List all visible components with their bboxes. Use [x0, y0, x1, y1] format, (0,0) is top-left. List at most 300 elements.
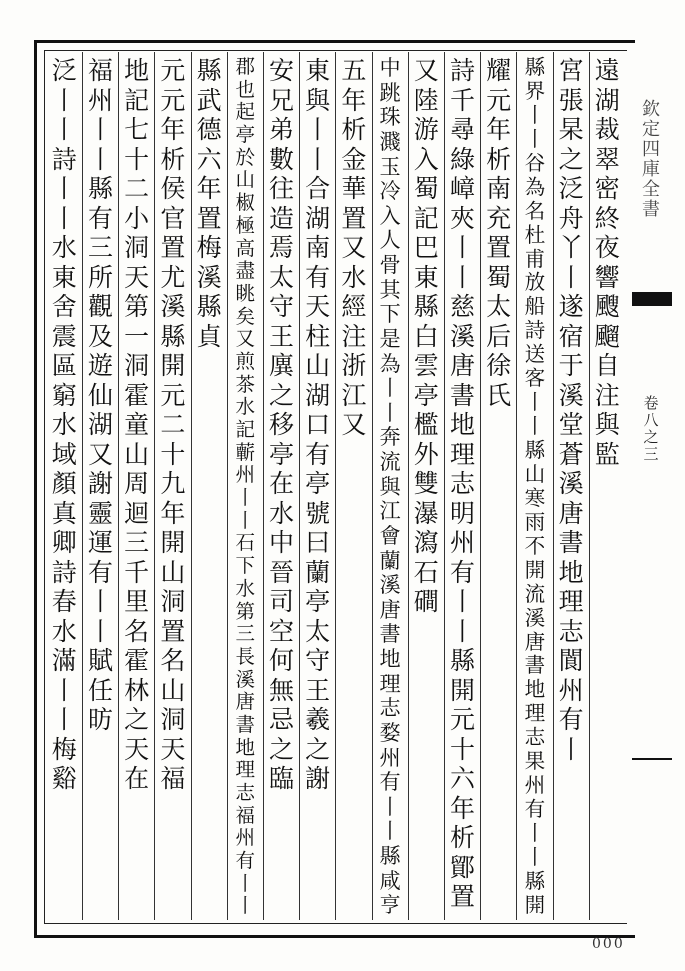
text-glyph: 安	[268, 56, 294, 85]
column-rule	[372, 52, 373, 920]
text-glyph: 放	[524, 270, 546, 295]
text-glyph: 入	[379, 202, 401, 228]
text-glyph: 十	[124, 144, 150, 174]
text-glyph: 詩	[51, 557, 77, 587]
text-glyph: 春	[51, 587, 77, 616]
text-glyph: 真	[51, 498, 77, 528]
text-glyph: 州	[235, 463, 256, 487]
text-glyph: 天	[124, 262, 150, 292]
text-glyph: 之	[558, 144, 584, 174]
text-glyph: 南	[486, 174, 512, 203]
text-glyph: 丨	[51, 705, 77, 734]
text-glyph: 顏	[51, 469, 77, 498]
text-glyph: 年	[449, 793, 475, 823]
text-glyph: 號	[305, 498, 331, 528]
text-glyph: 湖	[87, 410, 113, 439]
text-glyph: 唐	[449, 351, 475, 380]
text-glyph: 記	[235, 418, 256, 441]
text-glyph: 志	[558, 616, 584, 646]
text-glyph: 溪	[379, 572, 401, 598]
text-glyph: 奔	[379, 424, 401, 450]
text-glyph: 唐	[524, 629, 546, 654]
column-rule	[154, 52, 155, 920]
text-glyph: 濺	[379, 128, 401, 154]
text-glyph: 又	[341, 233, 367, 262]
text-glyph: 浙	[341, 351, 367, 380]
text-glyph: 理	[558, 587, 584, 616]
text-glyph: 之	[268, 734, 294, 764]
text-glyph: 氏	[486, 380, 512, 410]
text-glyph: 析	[160, 144, 186, 174]
text-glyph: 書	[524, 653, 546, 678]
text-glyph: 任	[87, 675, 113, 705]
text-column	[447, 56, 478, 912]
text-glyph: 在	[124, 764, 150, 793]
text-glyph: 茶	[235, 372, 256, 396]
column-rule	[516, 52, 517, 920]
text-glyph: 廙	[268, 351, 294, 380]
text-glyph: 丨	[449, 233, 475, 262]
text-glyph: 五	[341, 56, 367, 85]
text-glyph: 洞	[124, 351, 150, 380]
text-glyph: 有	[305, 439, 331, 469]
text-glyph: 舍	[51, 292, 77, 321]
text-glyph: 東	[413, 262, 439, 292]
text-glyph: 德	[196, 115, 222, 144]
text-glyph: 縣	[524, 438, 546, 462]
text-glyph: 謝	[87, 469, 113, 498]
text-glyph: 丨	[87, 587, 113, 616]
text-glyph: 雙	[413, 469, 439, 498]
text-glyph: 有	[305, 262, 331, 292]
text-glyph: 縣	[524, 868, 546, 893]
text-glyph: 蘭	[379, 547, 401, 573]
text-glyph: 丨	[558, 262, 584, 292]
text-glyph: 丨	[379, 399, 401, 425]
text-glyph: 亭	[305, 587, 331, 616]
text-glyph: 椒	[235, 191, 256, 215]
text-glyph: 開	[524, 557, 546, 582]
text-glyph: 霍	[124, 380, 150, 410]
text-glyph: 仙	[87, 380, 113, 410]
text-glyph: 入	[413, 144, 439, 174]
text-glyph: 析	[341, 115, 367, 144]
text-glyph: 太	[268, 262, 294, 292]
text-glyph: 飀	[594, 321, 620, 351]
text-glyph: 咸	[379, 867, 401, 893]
text-glyph: 山	[160, 675, 186, 705]
text-glyph: 年	[486, 115, 512, 144]
text-glyph: 丨	[51, 174, 77, 203]
text-glyph: 流	[379, 449, 401, 474]
text-glyph: 亭	[235, 123, 256, 147]
text-glyph: 觀	[87, 292, 113, 321]
column-rule	[263, 52, 264, 920]
text-glyph: 翠	[594, 144, 620, 174]
text-glyph: 武	[196, 85, 222, 115]
text-glyph: 十	[449, 734, 475, 764]
text-glyph: 于	[558, 351, 584, 380]
text-glyph: 石	[413, 557, 439, 587]
text-glyph: 又	[235, 327, 256, 351]
text-glyph: 元	[160, 85, 186, 115]
text-glyph: 丨	[235, 894, 256, 918]
text-glyph: 溪	[449, 321, 475, 351]
text-glyph: 縣	[413, 292, 439, 321]
text-glyph: 堂	[558, 410, 584, 439]
text-glyph: 丨	[51, 675, 77, 705]
text-glyph: 在	[268, 469, 294, 498]
text-glyph: 置	[160, 616, 186, 646]
text-glyph: 丨	[51, 115, 77, 144]
text-glyph: 充	[486, 203, 512, 233]
text-glyph: 元	[160, 56, 186, 85]
text-glyph: 丨	[235, 871, 256, 895]
text-glyph: 外	[413, 439, 439, 469]
column-rule	[444, 52, 445, 920]
text-glyph: 山	[524, 461, 546, 486]
text-glyph: 書	[449, 380, 475, 410]
text-glyph: 骨	[379, 252, 401, 277]
text-glyph: 煎	[235, 349, 256, 373]
text-glyph: 為	[379, 350, 401, 376]
text-glyph: 尤	[160, 262, 186, 292]
text-glyph: 柱	[305, 321, 331, 351]
text-glyph: 之	[268, 380, 294, 410]
text-glyph: 洞	[160, 705, 186, 734]
margin-volume-label: 卷八之三	[643, 394, 659, 463]
text-glyph: 所	[87, 262, 113, 292]
text-glyph: 州	[558, 675, 584, 705]
text-glyph: 地	[379, 646, 401, 671]
text-glyph: 福	[235, 803, 256, 827]
text-glyph: 數	[268, 144, 294, 174]
text-glyph: 置	[486, 233, 512, 262]
text-glyph: 金	[341, 144, 367, 174]
text-glyph: 書	[558, 528, 584, 557]
text-glyph: 羲	[305, 705, 331, 734]
text-glyph: 忌	[268, 705, 294, 734]
text-glyph: 一	[124, 321, 150, 351]
column-rule	[118, 52, 119, 920]
text-glyph: 洞	[160, 587, 186, 616]
text-glyph: 終	[594, 203, 620, 233]
text-glyph: 置	[196, 203, 222, 233]
text-glyph: 千	[124, 557, 150, 587]
text-glyph: 霍	[124, 646, 150, 675]
text-glyph: 洞	[124, 233, 150, 262]
text-glyph: 慈	[449, 292, 475, 321]
text-glyph: 縣	[196, 56, 222, 85]
text-glyph: 元	[486, 85, 512, 115]
text-glyph: 與	[305, 85, 331, 115]
text-glyph: 又	[413, 56, 439, 85]
text-column	[85, 56, 116, 735]
text-glyph: 開	[160, 528, 186, 557]
text-glyph: 中	[268, 528, 294, 557]
text-glyph: 人	[379, 227, 401, 253]
text-glyph: 颼	[594, 292, 620, 321]
text-glyph: 舟	[558, 203, 584, 233]
text-glyph: 梅	[51, 734, 77, 764]
text-glyph: 靈	[87, 498, 113, 528]
text-glyph: 名	[160, 646, 186, 675]
text-glyph: 中	[379, 55, 401, 80]
text-glyph: 與	[379, 473, 401, 499]
text-glyph: 有	[87, 203, 113, 233]
text-glyph: 山	[124, 439, 150, 469]
text-glyph: 水	[51, 233, 77, 262]
text-glyph: 丨	[524, 390, 546, 415]
text-glyph: 丨	[87, 115, 113, 144]
text-glyph: 亭	[413, 380, 439, 410]
text-glyph: 詩	[51, 144, 77, 174]
text-glyph: 州	[379, 744, 401, 770]
text-glyph: 二	[124, 174, 150, 203]
text-glyph: 震	[51, 321, 77, 351]
text-glyph: 縣	[379, 843, 401, 868]
text-glyph: 丨	[449, 616, 475, 646]
text-glyph: 游	[413, 115, 439, 144]
text-glyph: 於	[235, 145, 256, 169]
text-glyph: 記	[124, 85, 150, 115]
column-rule	[299, 52, 300, 920]
text-glyph: 梅	[196, 233, 222, 262]
text-glyph: 丨	[235, 508, 256, 532]
text-glyph: 耀	[486, 56, 512, 85]
text-glyph: 地	[524, 677, 546, 702]
text-glyph: 開	[524, 892, 546, 917]
text-glyph: 丫	[558, 233, 584, 262]
text-glyph: 雨	[524, 509, 546, 534]
column-rule	[335, 52, 336, 920]
text-glyph: 張	[558, 85, 584, 115]
text-glyph: 二	[160, 410, 186, 439]
fish-tail-mark-lower	[632, 758, 672, 760]
text-glyph: 守	[305, 646, 331, 675]
text-glyph: 地	[558, 557, 584, 587]
text-glyph: 東	[51, 262, 77, 292]
text-glyph: 下	[235, 554, 256, 578]
text-glyph: 窮	[51, 380, 77, 410]
text-glyph: 山	[160, 557, 186, 587]
text-glyph: 客	[524, 366, 546, 391]
text-glyph: 州	[449, 528, 475, 557]
text-glyph: 山	[235, 168, 256, 192]
text-column	[230, 56, 261, 918]
text-glyph: 高	[235, 236, 256, 260]
text-glyph: 太	[486, 292, 512, 321]
text-glyph: 溪	[558, 469, 584, 498]
text-column	[556, 56, 587, 764]
text-glyph: 區	[51, 351, 77, 380]
text-glyph: 丨	[524, 414, 546, 439]
text-glyph: 縣	[196, 292, 222, 321]
text-glyph: 湖	[305, 380, 331, 410]
text-glyph: 丨	[379, 793, 401, 819]
text-glyph: 響	[594, 262, 620, 292]
text-glyph: 元	[160, 380, 186, 410]
text-glyph: 蜀	[413, 174, 439, 203]
text-glyph: 縣	[87, 174, 113, 203]
text-glyph: 置	[449, 882, 475, 911]
text-glyph: 有	[379, 769, 401, 795]
text-glyph: 江	[341, 380, 367, 410]
text-glyph: 送	[524, 342, 546, 367]
text-glyph: 地	[235, 735, 256, 759]
text-glyph: 年	[160, 498, 186, 528]
text-glyph: 起	[235, 100, 256, 124]
text-glyph: 蘄	[235, 440, 256, 464]
text-glyph: 檻	[413, 410, 439, 439]
text-glyph: 地	[449, 410, 475, 439]
text-glyph: 是	[379, 325, 401, 351]
text-glyph: 理	[524, 701, 546, 726]
text-glyph: 泛	[51, 56, 77, 85]
text-glyph: 三	[87, 233, 113, 262]
text-glyph: 鄮	[449, 852, 475, 882]
text-glyph: 下	[379, 301, 401, 327]
text-glyph: 蒼	[558, 439, 584, 469]
text-column	[483, 56, 514, 410]
text-column	[375, 56, 406, 918]
text-glyph: 昉	[87, 705, 113, 734]
text-glyph: 志	[524, 725, 546, 750]
text-glyph: 杲	[558, 115, 584, 144]
text-glyph: 志	[235, 781, 256, 804]
text-glyph: 經	[341, 292, 367, 321]
text-glyph: 溪	[160, 292, 186, 321]
text-glyph: 瀉	[413, 528, 439, 557]
text-glyph: 水	[51, 616, 77, 646]
text-glyph: 溪	[524, 605, 546, 630]
text-glyph: 丨	[558, 734, 584, 764]
text-glyph: 丨	[379, 818, 401, 844]
text-glyph: 書	[235, 712, 256, 736]
text-glyph: 年	[196, 174, 222, 203]
text-glyph: 謝	[305, 764, 331, 793]
text-glyph: 閬	[558, 646, 584, 675]
text-glyph: 域	[51, 439, 77, 469]
text-glyph: 第	[235, 599, 256, 623]
column-rule	[227, 52, 228, 920]
column-rule	[82, 52, 83, 920]
text-glyph: 福	[160, 764, 186, 793]
text-glyph: 元	[449, 705, 475, 734]
text-glyph: 移	[268, 410, 294, 439]
text-glyph: 太	[305, 616, 331, 646]
text-glyph: 盡	[235, 259, 256, 283]
text-glyph: 丨	[51, 85, 77, 115]
text-glyph: 湖	[594, 85, 620, 115]
text-glyph: 丨	[235, 486, 256, 510]
text-glyph: 婺	[379, 719, 401, 745]
text-glyph: 三	[235, 622, 256, 646]
column-rule	[480, 52, 481, 920]
text-glyph: 置	[341, 203, 367, 233]
text-column	[266, 56, 297, 794]
text-glyph: 玉	[379, 153, 401, 179]
text-glyph: 不	[524, 533, 546, 558]
text-glyph: 兄	[268, 85, 294, 115]
text-glyph: 福	[87, 56, 113, 85]
text-glyph: 唐	[379, 596, 401, 622]
text-glyph: 綠	[449, 144, 475, 174]
text-glyph: 丨	[524, 844, 546, 869]
text-glyph: 口	[305, 410, 331, 439]
text-glyph: 詩	[449, 56, 475, 85]
text-glyph: 磵	[413, 587, 439, 616]
text-glyph: 縣	[524, 55, 546, 79]
page-number: 000	[592, 936, 625, 952]
text-glyph: 周	[124, 469, 150, 498]
text-glyph: 東	[305, 56, 331, 85]
text-glyph: 與	[594, 410, 620, 439]
text-glyph: 杜	[524, 222, 546, 247]
text-glyph: 丨	[524, 821, 546, 845]
text-glyph: 州	[235, 826, 256, 850]
text-glyph: 裁	[594, 115, 620, 144]
text-glyph: 及	[87, 321, 113, 351]
text-glyph: 理	[235, 758, 256, 782]
text-glyph: 林	[124, 675, 150, 705]
text-glyph: 弟	[268, 115, 294, 144]
column-rule	[408, 52, 409, 920]
text-glyph: 析	[449, 823, 475, 852]
text-glyph: 第	[124, 292, 150, 321]
text-glyph: 臨	[268, 764, 294, 793]
text-glyph: 江	[379, 498, 401, 524]
text-glyph: 陸	[413, 85, 439, 115]
text-glyph: 山	[305, 351, 331, 380]
text-column	[519, 56, 550, 918]
text-glyph: 瀑	[413, 498, 439, 528]
text-glyph: 唐	[235, 690, 256, 714]
text-glyph: 理	[449, 439, 475, 469]
text-glyph: 蘭	[305, 557, 331, 587]
text-column	[411, 56, 442, 617]
text-glyph: 湖	[305, 203, 331, 233]
text-glyph: 官	[160, 203, 186, 233]
text-glyph: 流	[524, 581, 546, 606]
text-glyph: 之	[305, 734, 331, 764]
text-glyph: 縣	[449, 646, 475, 675]
text-glyph: 監	[594, 439, 620, 469]
text-glyph: 巴	[413, 233, 439, 262]
text-glyph: 船	[524, 294, 546, 319]
text-column	[592, 56, 623, 469]
text-glyph: 何	[268, 646, 294, 675]
text-glyph: 縣	[160, 321, 186, 351]
text-glyph: 十	[160, 439, 186, 469]
text-glyph: 運	[87, 528, 113, 557]
text-glyph: 有	[87, 557, 113, 587]
text-glyph: 冷	[379, 178, 401, 204]
text-glyph: 水	[235, 576, 256, 600]
text-glyph: 長	[235, 644, 256, 668]
text-glyph: 極	[235, 213, 256, 237]
text-glyph: 明	[449, 498, 475, 528]
text-glyph: 谷	[524, 150, 546, 175]
text-glyph: 名	[124, 616, 150, 646]
text-glyph: 守	[268, 292, 294, 321]
text-glyph: 跳	[379, 79, 401, 105]
text-glyph: 置	[160, 233, 186, 262]
text-glyph: 溪	[196, 262, 222, 292]
text-glyph: 千	[449, 85, 475, 115]
text-column	[157, 56, 188, 794]
text-glyph: 卿	[51, 528, 77, 557]
